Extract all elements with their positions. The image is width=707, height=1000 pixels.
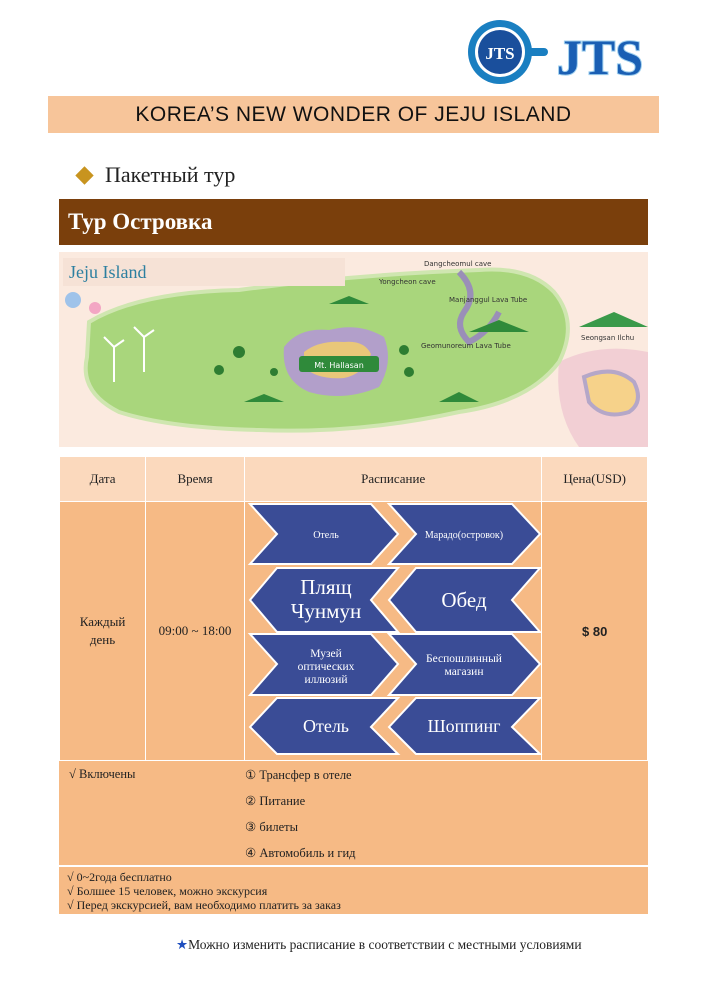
- logo-wordmark: JTS: [556, 29, 644, 85]
- map-title: Jeju Island: [63, 258, 345, 286]
- list-item: ① Трансфер в отеле: [245, 768, 352, 782]
- schedule-step-7-label: Отель: [302, 716, 350, 736]
- footer-text: Можно изменить расписание в соответствии с местными условиями: [188, 937, 582, 952]
- page-banner: [48, 96, 659, 133]
- header-time: Время: [146, 457, 245, 502]
- schedule-step-5-label-line1: Музей: [310, 648, 342, 660]
- footer-note: [176, 937, 582, 953]
- tour-title-text: Тур Островка: [68, 209, 213, 234]
- schedule-step-6-label-line2: магазин: [444, 666, 484, 678]
- map-yongcheon-label: Yongcheon cave: [379, 278, 436, 286]
- note-item: √ Болшее 15 человек, можно экскурсия: [67, 884, 268, 898]
- list-item: ④ Автомобиль и гид: [245, 846, 356, 860]
- cell-time: 09:00 ~ 18:00: [146, 502, 245, 761]
- schedule-step-2-label: Марадо(островок): [424, 530, 504, 541]
- map-geomunoreum-label: Geomunoreum Lava Tube: [421, 342, 511, 350]
- included-label: √ Включены: [69, 767, 136, 781]
- schedule-step-5-label-line3: иллюзий: [304, 674, 348, 686]
- tour-title: [59, 199, 648, 245]
- star-icon: ★: [176, 937, 189, 952]
- map-dangcheomul-label: Dangcheomul cave: [424, 260, 492, 268]
- header-date: Дата: [60, 457, 146, 502]
- list-item: ② Питание: [245, 794, 306, 808]
- header-price: Цена(USD): [542, 457, 648, 502]
- map-manjanggul-label: Manjanggul Lava Tube: [449, 296, 528, 304]
- cell-price: $ 80: [542, 502, 648, 761]
- table-header-row: [60, 457, 648, 502]
- cell-date: Каждый день: [60, 502, 146, 761]
- map-seongsan-label: Seongsan Ilchu: [581, 334, 635, 342]
- schedule-step-5-label-line2: оптических: [297, 661, 355, 673]
- schedule-flow: [246, 501, 544, 757]
- schedule-step-6-label-line1: Беспошлинный: [426, 653, 502, 665]
- logo-badge-text: JTS: [485, 44, 515, 63]
- map-hallasan-label: Mt. Hallasan: [314, 361, 364, 370]
- note-item: √ 0~2года бесплатно: [67, 870, 172, 884]
- included-list: [245, 767, 356, 871]
- included-section: [59, 760, 648, 865]
- schedule-step-8-label: Шоппинг: [427, 716, 501, 736]
- note-item: √ Перед экскурсией, вам необходимо платить за заказ: [67, 898, 341, 912]
- schedule-step-3-label-line1: Плящ: [300, 575, 352, 599]
- section-heading-text: Пакетный тур: [105, 162, 236, 187]
- banner-title: KOREA’S NEW WONDER OF JEJU ISLAND: [135, 102, 572, 126]
- diamond-bullet-icon: [75, 166, 93, 184]
- jts-logo: [466, 18, 656, 88]
- section-heading: [76, 162, 235, 188]
- jeju-map: [59, 252, 648, 447]
- schedule-step-3-label-line2: Чунмун: [290, 599, 362, 623]
- schedule-step-4-label: Обед: [441, 588, 487, 612]
- header-schedule: Расписание: [245, 457, 542, 502]
- notes-section: [59, 866, 648, 914]
- list-item: ③ билеты: [245, 820, 299, 834]
- schedule-step-1-label: Отель: [313, 530, 339, 541]
